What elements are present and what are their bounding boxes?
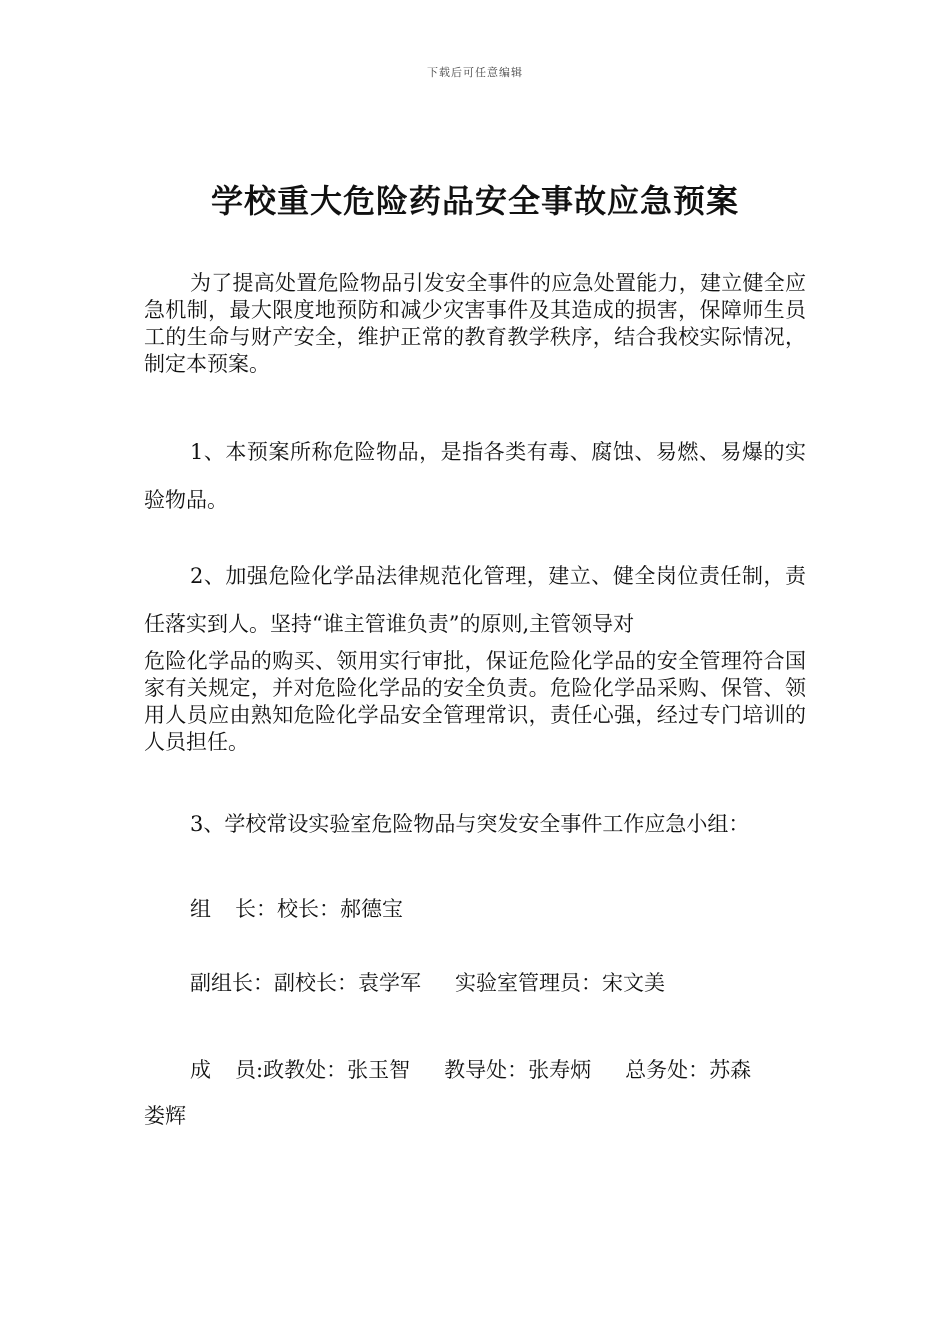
member-general-affairs-office: 总务处：苏森 <box>625 1058 752 1082</box>
members-role-char-2: 员: <box>235 1058 264 1082</box>
header-note: 下载后可任意编辑 <box>427 66 523 79</box>
lab-manager-role: 实验室管理员： <box>455 971 602 995</box>
member-extra: 娄辉 <box>144 1104 186 1128</box>
group-leader-line <box>190 894 403 924</box>
item-3-paragraph: 3、学校常设实验室危险物品与突发安全事件工作应急小组： <box>190 812 750 836</box>
member-politics-office: 政教处：张玉智 <box>263 1058 411 1082</box>
members-role-char-1: 成 <box>190 1058 211 1082</box>
deputy-leader-line <box>190 968 665 998</box>
leader-value: 校长：郝德宝 <box>277 897 403 921</box>
intro-paragraph: 为了提高处置危险物品引发安全事件的应急处置能力，建立健全应急机制，最大限度地预防和减少灾害事件及其造成的损害，保障师生员工的生命与财产安全，维护正常的教育教学秩序，结合我校实际情况，制定本预案。 <box>144 271 806 376</box>
deputy-value: 副校长：袁学军 <box>274 971 421 995</box>
item-2-paragraph-part-2: 危险化学品的购买、领用实行审批，保证危险化学品的安全管理符合国家有关规定，并对危险化学品的安全负责。危险化学品采购、保管、领用人员应由熟知危险化学品安全管理常识，责任心强，经过专门培训的人员担任。 <box>144 649 806 754</box>
item-1-paragraph: 1、本预案所称危险物品，是指各类有毒、腐蚀、易燃、易爆的实验物品。 <box>144 440 806 512</box>
document-title: 学校重大危险药品安全事故应急预案 <box>210 182 739 220</box>
leader-role-char-2: 长： <box>235 897 277 921</box>
deputy-role: 副组长： <box>190 971 274 995</box>
leader-role-char-1: 组 <box>190 897 211 921</box>
lab-manager-value: 宋文美 <box>602 971 665 995</box>
members-line <box>144 1047 806 1139</box>
item-2-paragraph-part-1: 2、加强危险化学品法律规范化管理，建立、健全岗位责任制，责任落实到人。坚持“谁主管谁负责”的原则,主管领导对 <box>144 564 806 636</box>
member-teaching-office: 教导处：张寿炳 <box>444 1058 592 1082</box>
